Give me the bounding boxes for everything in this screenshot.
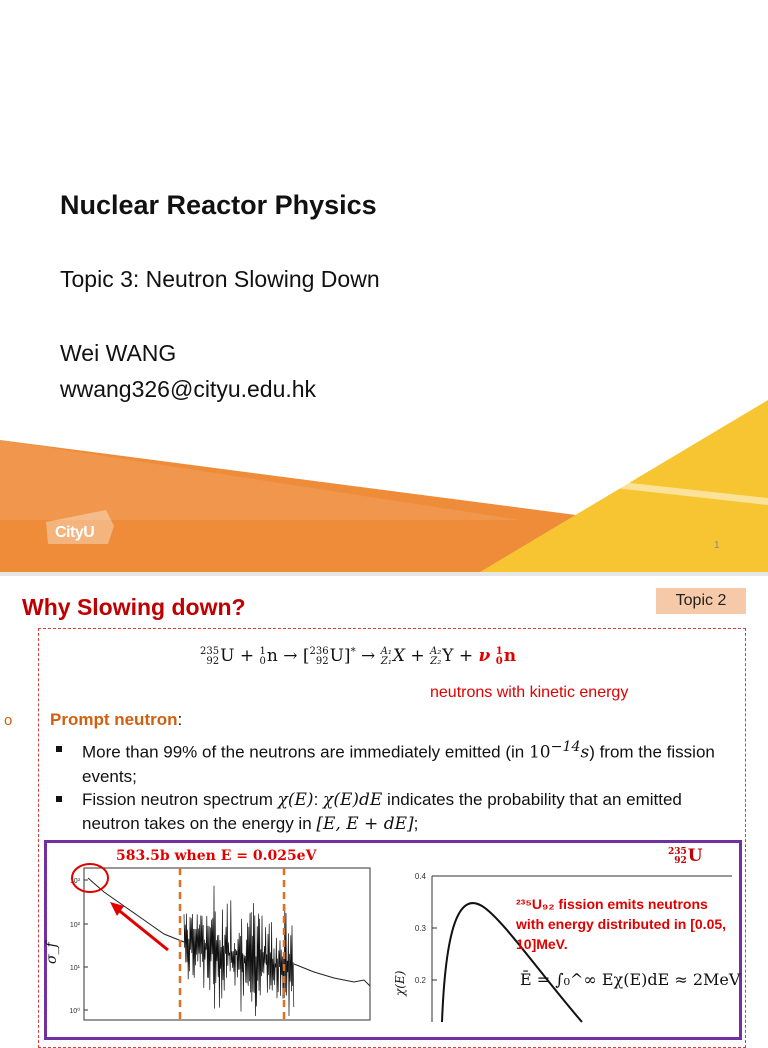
author-name: Wei WANG — [60, 340, 177, 366]
bullet-square-icon — [56, 746, 62, 752]
y-axis-label: χ(E) — [393, 970, 407, 996]
y-tick-label: 0.2 — [414, 976, 426, 985]
page-number: 1 — [714, 540, 720, 551]
bullet-item-2: Fission neutron spectrum χ(E): χ(E)dE indicates the probability that an emitted neutron takes on the energy in [E, E + dE]; — [82, 790, 682, 834]
content-slide — [0, 576, 768, 1024]
y-tick-label: 0.3 — [414, 924, 426, 933]
kinetic-energy-label: neutrons with kinetic energy — [430, 684, 629, 701]
author-email[interactable]: wwang326@cityu.edu.hk — [60, 376, 317, 402]
fast-curve — [294, 964, 370, 986]
y-tick-label: 10³ — [69, 878, 80, 885]
average-energy-equation: Ē = ∫₀^∞ Eχ(E)dE ≈ 2MeV — [520, 970, 741, 989]
resonance-curve — [184, 886, 294, 1016]
cityu-logo-text: CityU — [55, 524, 95, 541]
bullet-marker: o — [4, 712, 13, 729]
red-arrow-line — [116, 908, 168, 950]
uranium-label: 235 92 U — [668, 846, 703, 866]
prompt-neutron-heading: Prompt neutron: — [50, 710, 183, 729]
y-tick-label: 10² — [69, 922, 80, 929]
slide-title: Why Slowing down? — [22, 594, 246, 620]
nu-symbol: ν — [478, 646, 491, 666]
fission-equation: 235 92 U + 1 0 n → [ 236 92 U]* → A₁ Z₁ X + A₂ Z₂ Y + ν 1 0 n — [200, 645, 517, 667]
topic-tag[interactable]: Topic 2 — [656, 588, 746, 614]
y-tick-label: 0.4 — [414, 872, 426, 881]
presentation-subtitle: Topic 3: Neutron Slowing Down — [60, 266, 380, 292]
presentation-title: Nuclear Reactor Physics — [60, 190, 377, 220]
fission-energy-note: ²³⁵U₉₂ fission emits neutrons with energy distributed in [0.05, 10]MeV. — [516, 896, 727, 952]
y-tick-label: 10⁰ — [69, 1008, 80, 1015]
y-tick-label: 10¹ — [69, 965, 80, 972]
cross-section-chart — [46, 864, 376, 1022]
y-axis-label: σ_f — [44, 942, 60, 964]
cross-section-chart-group — [44, 864, 370, 1020]
bullet-item-1: More than 99% of the neutrons are immediately emitted (in $10^{-14}s$) from the fission events; — [82, 739, 715, 786]
bullet-square-icon — [56, 796, 62, 802]
cross-section-annotation: 583.5b when E = 0.025eV — [116, 848, 317, 864]
neutron-symbol: n — [503, 646, 517, 666]
